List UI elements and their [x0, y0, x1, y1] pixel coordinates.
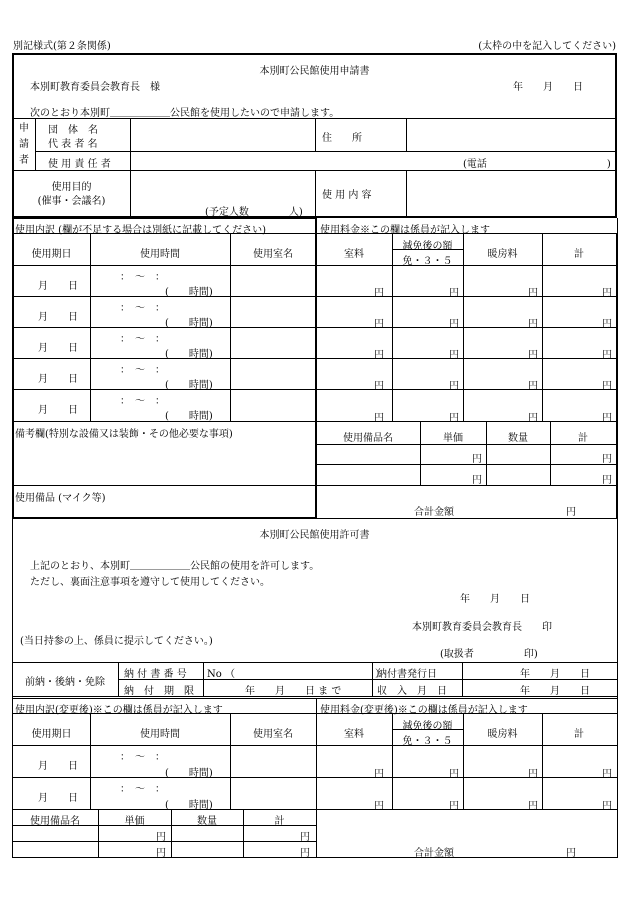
changed-fee-yen: 円: [374, 769, 384, 780]
fee-yen: 円: [449, 288, 459, 299]
purpose-sublabel: (催事・会議名): [37, 196, 106, 207]
permit-date: 年 月 日: [460, 594, 530, 605]
usage-hours[interactable]: ( 時間): [165, 380, 213, 391]
usage-date[interactable]: 月 日: [38, 405, 78, 416]
usage-hours[interactable]: ( 時間): [165, 287, 213, 298]
phone-label[interactable]: (電話 ): [463, 159, 611, 170]
fee-yen: 円: [528, 288, 538, 299]
fee-yen: 円: [374, 381, 384, 392]
manager-label: 使 用 責 任 者: [48, 159, 111, 170]
equip-col-name: 使用備品名: [343, 433, 393, 444]
changed-equip-yen: 円: [300, 848, 310, 859]
changed-usage-time[interactable]: ： 〜 ：: [120, 784, 165, 795]
applicant-label: 申請者: [19, 123, 29, 166]
usage-hours[interactable]: ( 時間): [165, 349, 213, 360]
changed-fee-yen: 円: [602, 801, 612, 812]
changed-fee-col-total: 計: [574, 729, 584, 740]
equipment-label: 使用備品 (マイク等): [15, 493, 106, 504]
changed-usage-date[interactable]: 月 日: [38, 761, 78, 772]
deadline-value[interactable]: 年 月 日 ま で: [245, 686, 342, 697]
changed-equip-yen: 円: [300, 832, 310, 843]
usage-hours[interactable]: ( 時間): [165, 318, 213, 329]
slip-no-label: 納 付 書 番 号: [124, 669, 187, 680]
grand-total-yen: 円: [566, 507, 576, 518]
address-label: 住 所: [322, 133, 362, 144]
application-title: 本別町公民館使用申請書: [259, 66, 370, 77]
fee-yen: 円: [449, 381, 459, 392]
changed-usage-hours[interactable]: ( 時間): [165, 800, 213, 811]
fee-yen: 円: [528, 381, 538, 392]
fee-col-heating: 暖房料: [487, 249, 518, 260]
equip-col-total: 計: [578, 433, 588, 444]
fee-yen: 円: [449, 319, 459, 330]
changed-equip-col-qty: 数量: [197, 816, 217, 827]
fee-yen: 円: [374, 413, 384, 424]
equip-col-qty: 数量: [508, 433, 528, 444]
equip-yen: 円: [472, 475, 482, 486]
fee-yen: 円: [602, 413, 612, 424]
fee-yen: 円: [449, 350, 459, 361]
changed-equip-yen: 円: [156, 832, 166, 843]
changed-usage-hours[interactable]: ( 時間): [165, 768, 213, 779]
usage-time[interactable]: ： 〜 ：: [120, 303, 165, 314]
changed-equip-col-total: 計: [274, 816, 285, 827]
changed-col-date: 使用期日: [31, 729, 72, 740]
fee-col-room: 室料: [344, 249, 364, 260]
deadline-label: 納 付 期 限: [124, 686, 194, 697]
application-intro: 次のとおり本別町＿＿＿＿＿＿公民館を使用したいので申請します。: [30, 108, 340, 119]
usage-date[interactable]: 月 日: [38, 281, 78, 292]
fee-col-reduced-rate: 免・３・５: [402, 256, 453, 267]
fee-section-label: 使用料金※この欄は係員が記入します: [320, 225, 490, 236]
changed-usage-time[interactable]: ： 〜 ：: [120, 752, 165, 763]
changed-fee-col-heating: 暖房料: [487, 729, 518, 740]
changed-fee-label: 使用料金(変更後)※この欄は係員が記入します: [320, 705, 528, 716]
fee-yen: 円: [528, 319, 538, 330]
usage-time[interactable]: ： 〜 ：: [120, 365, 165, 376]
fee-col-total: 計: [574, 249, 584, 260]
permit-instruction: (当日持参の上、係員に提示してください。): [20, 636, 213, 647]
col-time: 使用時間: [140, 249, 180, 260]
usage-section-label: 使用内訳 (欄が不足する場合は別紙に記載してください): [15, 225, 266, 236]
issue-date-label: 納付書発行日: [377, 669, 437, 680]
equip-yen: 円: [602, 475, 612, 486]
fee-yen: 円: [602, 288, 612, 299]
equip-col-price: 単価: [443, 433, 463, 444]
col-date: 使用期日: [31, 249, 72, 260]
permit-issuer: 本別町教育委員会教育長 印: [412, 622, 552, 633]
changed-fee-yen: 円: [374, 801, 384, 812]
permit-handler: (取扱者 印): [440, 649, 538, 660]
payment-type-label: 前納・後納・免除: [25, 677, 105, 688]
changed-equip-yen: 円: [156, 848, 166, 859]
changed-fee-col-room: 室料: [344, 729, 364, 740]
usage-date[interactable]: 月 日: [38, 343, 78, 354]
issue-date-value[interactable]: 年 月 日: [520, 669, 590, 680]
expected-people[interactable]: (予定人数 人): [205, 207, 303, 218]
equip-yen: 円: [472, 454, 482, 465]
fee-yen: 円: [602, 350, 612, 361]
changed-fee-yen: 円: [528, 769, 538, 780]
rep-name-label: 代 表 者 名: [48, 139, 98, 150]
purpose-label: 使用目的: [51, 182, 92, 193]
received-date-value[interactable]: 年 月 日: [520, 686, 590, 697]
changed-fee-col-reduced-rate: 免・３・５: [402, 736, 453, 747]
changed-fee-yen: 円: [528, 801, 538, 812]
fee-yen: 円: [602, 381, 612, 392]
changed-fee-yen: 円: [449, 769, 459, 780]
usage-date[interactable]: 月 日: [38, 374, 78, 385]
fee-yen: 円: [449, 413, 459, 424]
usage-hours[interactable]: ( 時間): [165, 411, 213, 422]
grand-total-label: 合計金額: [414, 507, 454, 518]
changed-usage-label: 使用内訳(変更後)※この欄は係員が記入します: [15, 705, 223, 716]
fee-col-reduced: 減免後の額: [402, 241, 453, 252]
changed-usage-date[interactable]: 月 日: [38, 793, 78, 804]
received-date-label: 収 入 月 日: [377, 686, 447, 697]
changed-col-time: 使用時間: [140, 729, 180, 740]
permit-title: 本別町公民館使用許可書: [259, 530, 370, 541]
changed-equip-col-name: 使用備品名: [30, 816, 80, 827]
changed-equip-col-price: 単価: [124, 816, 145, 827]
fee-yen: 円: [374, 350, 384, 361]
notes-label: 備考欄(特別な設備又は装飾・その他必要な事項): [15, 429, 233, 440]
org-name-label: 団 体 名: [48, 125, 98, 136]
usage-time[interactable]: ： 〜 ：: [120, 334, 165, 345]
fee-yen: 円: [374, 319, 384, 330]
usage-time[interactable]: ： 〜 ：: [120, 396, 165, 407]
fee-yen: 円: [374, 288, 384, 299]
permit-line1: 上記のとおり、本別町＿＿＿＿＿＿公民館の使用を許可します。: [30, 561, 320, 572]
changed-grand-total-label: 合計金額: [414, 848, 454, 859]
col-room: 使用室名: [253, 249, 293, 260]
changed-col-room: 使用室名: [253, 729, 293, 740]
changed-fee-col-reduced: 減免後の額: [402, 721, 453, 732]
changed-fee-yen: 円: [602, 769, 612, 780]
permit-line2: ただし、裏面注意事項を遵守して使用してください。: [30, 577, 270, 588]
application-date[interactable]: 年 月 日: [513, 82, 583, 93]
slip-no-value[interactable]: No （ ）: [207, 669, 385, 680]
addressee: 本別町教育委員会教育長 様: [30, 82, 160, 93]
fee-yen: 円: [528, 350, 538, 361]
content-label: 使 用 内 容: [322, 190, 372, 201]
changed-grand-total-yen: 円: [566, 848, 576, 859]
usage-time[interactable]: ： 〜 ：: [120, 272, 165, 283]
changed-fee-yen: 円: [449, 801, 459, 812]
fee-yen: 円: [602, 319, 612, 330]
equip-yen: 円: [602, 454, 612, 465]
usage-date[interactable]: 月 日: [38, 312, 78, 323]
form-number: 別記様式(第２条関係): [13, 41, 111, 52]
fill-instruction: (太枠の中を記入してください): [478, 41, 616, 52]
fee-yen: 円: [528, 413, 538, 424]
